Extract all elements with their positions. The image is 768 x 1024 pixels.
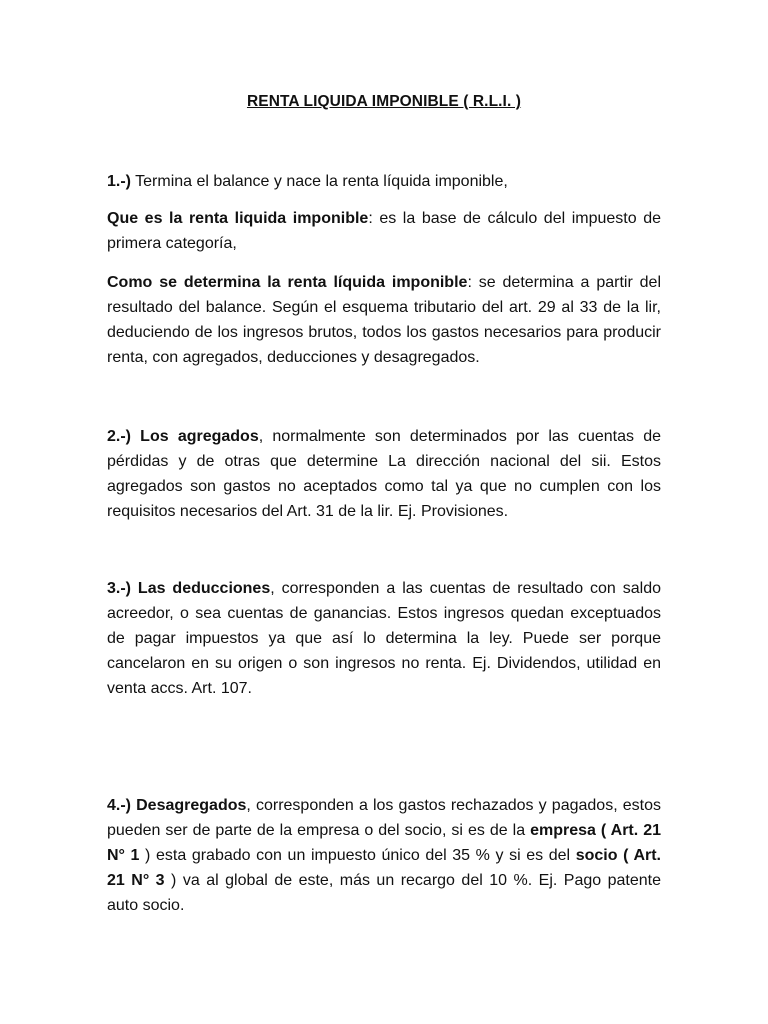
definition-heading: Que es la renta liquida imponible [107, 210, 369, 227]
item-number-3: 3.-) [107, 580, 131, 597]
paragraph-desagregados [107, 793, 661, 918]
item-number-1: 1.-) [107, 173, 131, 190]
determination-heading: Como se determina la renta líquida imponible [107, 274, 468, 291]
paragraph-determination [107, 270, 661, 370]
desagregados-heading: Desagregados [131, 797, 247, 814]
empresa-reference: empresa ( Art. 21 N° 1 [107, 822, 661, 864]
definition-text: : es la base de cálculo del impuesto de primera categoría, [107, 210, 662, 252]
socio-reference: socio ( Art. 21 N° 3 [107, 847, 661, 889]
desagregados-text-1: , corresponden a los gastos rechazados y pagados, estos pueden ser de parte de la empresa o del socio, si es de la [107, 797, 662, 839]
desagregados-text-3: ) va al global de este, más un recargo del 10 %. Ej. Pago patente auto socio. [107, 872, 662, 914]
document-title: RENTA LIQUIDA IMPONIBLE ( R.L.I. ) [246, 93, 522, 110]
paragraph-1-text: Termina el balance y nace la renta líquida imponible, [131, 173, 508, 190]
paragraph-1 [107, 169, 661, 194]
paragraph-agregados [107, 424, 661, 524]
item-number-4: 4.-) [107, 797, 131, 814]
paragraph-definition [107, 206, 661, 256]
deducciones-heading: Las deducciones [131, 580, 271, 597]
agregados-text: , normalmente son determinados por las cuentas de pérdidas y de otras que determine La dirección nacional del sii. Estos agregados son gastos no aceptados como tal ya que no cumplen con los requisitos necesarios del Art. 31 de la lir. Ej. Provisiones. [107, 428, 662, 520]
paragraph-deducciones [107, 576, 661, 701]
agregados-heading: Los agregados [131, 428, 259, 445]
deducciones-text: , corresponden a las cuentas de resultado con saldo acreedor, o sea cuentas de ganancias. Estos ingresos quedan exceptuados de pagar impuestos ya que así lo determina la ley. Puede ser porque cancelaron en su origen o son ingresos no renta. Ej. Dividendos, utilidad en venta accs. Art. 107. [107, 580, 662, 697]
determination-text: : se determina a partir del resultado del balance. Según el esquema tributario del art. 29 al 33 de la lir, deduciendo de los ingresos brutos, todos los gastos necesarios para producir renta, con agregados, deducciones y desagregados. [107, 274, 662, 366]
desagregados-text-2: ) esta grabado con un impuesto único del 35 % y si es del [139, 847, 576, 864]
item-number-2: 2.-) [107, 428, 131, 445]
